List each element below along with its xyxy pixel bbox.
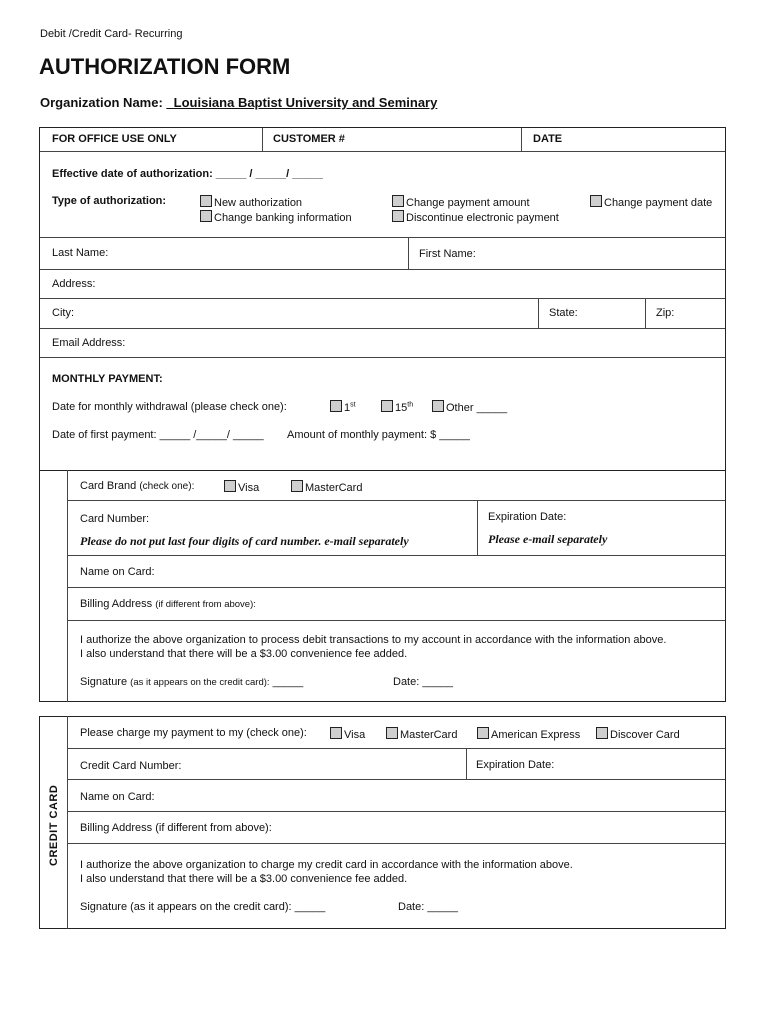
debit-signature-blank: _____ — [272, 676, 304, 688]
office-use-label: FOR OFFICE USE ONLY — [52, 133, 177, 145]
credit-discover-label: Discover Card — [610, 729, 680, 741]
debit-mastercard-option[interactable] — [291, 480, 362, 494]
city-field[interactable]: City: — [52, 307, 74, 319]
customer-number-label: CUSTOMER # — [273, 133, 345, 145]
discontinue-checkbox[interactable] — [392, 210, 404, 222]
change-banking-label: Change banking information — [214, 212, 352, 224]
change-amount-option[interactable] — [392, 195, 530, 209]
charge-label: Please charge my payment to my (check one): — [80, 727, 307, 739]
option-15th-checkbox[interactable] — [381, 400, 393, 412]
discontinue-label: Discontinue electronic payment — [406, 212, 559, 224]
option-1st-checkbox[interactable] — [330, 400, 342, 412]
credit-mastercard-option[interactable] — [386, 727, 457, 741]
debit-visa-checkbox[interactable] — [224, 480, 236, 492]
credit-authorization-line-1: I authorize the above organization to charge my credit card in accordance with the information above. — [80, 859, 573, 871]
credit-visa-option[interactable] — [330, 727, 365, 741]
option-15th-label: 15 — [395, 402, 408, 414]
debit-signature-field[interactable] — [80, 676, 303, 688]
credit-name-on-card-field[interactable]: Name on Card: — [80, 791, 155, 803]
credit-visa-checkbox[interactable] — [330, 727, 342, 739]
debit-expiration-field[interactable]: Expiration Date: — [488, 511, 567, 523]
monthly-payment-heading: MONTHLY PAYMENT: — [52, 373, 163, 385]
option-1st[interactable] — [330, 400, 356, 414]
debit-signature-hint: (as it appears on the credit card): — [130, 677, 270, 688]
option-15th[interactable] — [381, 400, 413, 414]
option-other-checkbox[interactable] — [432, 400, 444, 412]
debit-billing-address-field[interactable] — [80, 598, 256, 610]
credit-amex-label: American Express — [491, 729, 581, 741]
credit-mastercard-label: MasterCard — [400, 729, 458, 741]
debit-visa-label: Visa — [238, 482, 260, 494]
new-authorization-checkbox[interactable] — [200, 195, 212, 207]
address-field[interactable]: Address: — [52, 278, 96, 290]
debit-authorization-line-2: I also understand that there will be a $3.00 convenience fee added. — [80, 648, 408, 660]
debit-mastercard-label: MasterCard — [305, 482, 363, 494]
change-date-checkbox[interactable] — [590, 195, 602, 207]
change-amount-checkbox[interactable] — [392, 195, 404, 207]
change-amount-label: Change payment amount — [406, 197, 530, 209]
debit-visa-option[interactable] — [224, 480, 259, 494]
change-banking-option[interactable] — [200, 210, 352, 224]
email-field[interactable]: Email Address: — [52, 337, 126, 349]
credit-discover-option[interactable] — [596, 727, 680, 741]
credit-card-number-field[interactable]: Credit Card Number: — [80, 760, 182, 772]
option-1st-suffix: st — [350, 401, 356, 409]
credit-amex-option[interactable] — [477, 727, 580, 741]
debit-name-on-card-field[interactable]: Name on Card: — [80, 566, 155, 578]
change-date-option[interactable] — [590, 195, 712, 209]
option-15th-suffix: th — [407, 401, 414, 409]
first-name-field[interactable]: First Name: — [419, 248, 476, 260]
debit-card-number-field[interactable]: Card Number: — [80, 513, 150, 525]
new-authorization-option[interactable] — [200, 195, 302, 209]
debit-card-box — [39, 470, 726, 702]
option-1st-label: 1 — [344, 402, 351, 414]
credit-mastercard-checkbox[interactable] — [386, 727, 398, 739]
organization-label: Organization Name: — [40, 95, 163, 110]
form-subtitle: Debit /Credit Card- Recurring — [40, 28, 183, 40]
withdrawal-date-label: Date for monthly withdrawal (please check one): — [52, 401, 287, 413]
change-date-label: Change payment date — [604, 197, 713, 209]
card-brand-label — [80, 480, 194, 492]
card-brand-hint: (check one): — [139, 481, 195, 492]
organization-name: _Louisiana Baptist University and Seminary — [166, 95, 438, 110]
credit-expiration-field[interactable]: Expiration Date: — [476, 759, 555, 771]
monthly-amount-field[interactable]: Amount of monthly payment: $ _____ — [287, 429, 470, 441]
state-field[interactable]: State: — [549, 307, 578, 319]
new-authorization-label: New authorization — [214, 197, 303, 209]
option-other-label: Other _____ — [446, 402, 508, 414]
card-brand-text: Card Brand — [80, 480, 137, 492]
debit-mastercard-checkbox[interactable] — [291, 480, 303, 492]
form-title: AUTHORIZATION FORM — [39, 54, 291, 79]
credit-card-side-label: CREDIT CARD — [48, 784, 60, 866]
expiration-note: Please e-mail separately — [488, 532, 608, 546]
first-payment-date-field[interactable]: Date of first payment: _____ /_____/ _____ — [52, 429, 264, 441]
office-date-label: DATE — [533, 133, 563, 145]
credit-amex-checkbox[interactable] — [477, 727, 489, 739]
credit-signature-field[interactable]: Signature (as it appears on the credit card): _____ — [80, 901, 326, 913]
discontinue-option[interactable] — [392, 210, 559, 224]
card-number-note: Please do not put last four digits of card number. e-mail separately — [80, 534, 409, 548]
debit-date-field[interactable]: Date: _____ — [393, 676, 453, 688]
debit-authorization-line-1: I authorize the above organization to process debit transactions to my account in accordance with the information above. — [80, 634, 667, 646]
credit-visa-label: Visa — [344, 729, 366, 741]
credit-billing-address-field[interactable]: Billing Address (if different from above): — [80, 822, 272, 834]
zip-field[interactable]: Zip: — [656, 307, 675, 319]
debit-billing-hint: (if different from above): — [155, 599, 256, 610]
last-name-field[interactable]: Last Name: — [52, 247, 109, 259]
effective-date-field[interactable]: Effective date of authorization: _____ / _____/ _____ — [52, 168, 323, 180]
credit-date-field[interactable]: Date: _____ — [398, 901, 458, 913]
debit-signature-label: Signature — [80, 676, 128, 688]
debit-billing-label: Billing Address — [80, 598, 153, 610]
type-of-authorization-label: Type of authorization: — [52, 195, 167, 207]
option-other[interactable] — [432, 400, 507, 414]
credit-discover-checkbox[interactable] — [596, 727, 608, 739]
credit-authorization-line-2: I also understand that there will be a $3.00 convenience fee added. — [80, 873, 408, 885]
change-banking-checkbox[interactable] — [200, 210, 212, 222]
organization-row — [40, 95, 437, 110]
